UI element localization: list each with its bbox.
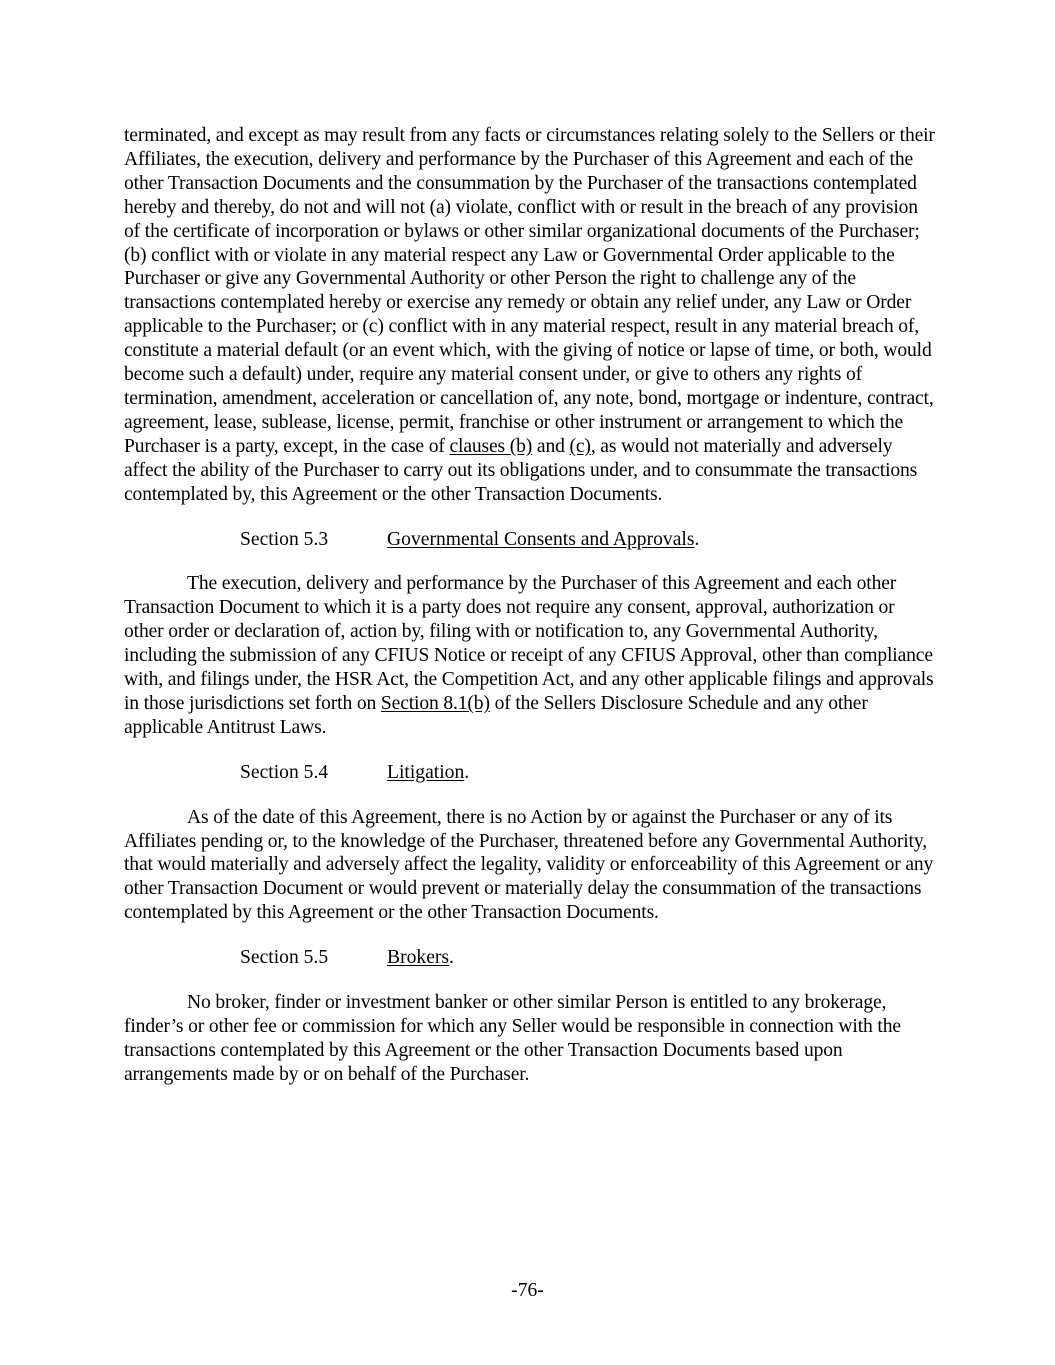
paragraph-text: terminated, and except as may result from any facts or circumstances relating solely to the Sellers or their Affiliates, the execution, delivery and performance by the Purchaser of this Agreement and each of the other Transaction Documents and the consummation by the Purchaser of the transactions contemplated hereby and thereby, do not and will not (a) violate, conflict with or result in the breach of any provision of the certificate of incorporation or bylaws or other similar organizational documents of the Purchaser; (b) conflict with or violate in any material respect any Law or Governmental Order applicable to the Purchaser or give any Governmental Authority or other Person the right to challenge any of the transactions contemplated hereby or exercise any remedy or obtain any relief under, any Law or Order applicable to the Purchaser; or (c) conflict with in any material respect, result in any material breach of, constitute a material default (or an event which, with the giving of notice or lapse of time, or both, would become such a default) under, require any material consent under, or give to others any rights of termination, amendment, acceleration or cancellation of, any note, bond, mortgage or indenture, contract, agreement, lease, sublease, license, permit, franchise or other instrument or arrangement to which the Purchaser is a party, except, in the case of <box>124 125 935 457</box>
paragraph-governmental-consents <box>124 572 936 739</box>
page-number: -76- <box>511 1280 544 1301</box>
clause-c-reference: (c) <box>569 435 591 457</box>
section-title-period: . <box>694 528 700 550</box>
paragraph-text: , as would not materially and adversely affect the ability of the Purchaser to carry out its obligations under, and to consummate the transactions contemplated by, this Agreement or the other Transaction Documents. <box>124 435 918 505</box>
section-heading-5-4 <box>124 761 936 785</box>
paragraph-purchaser-noncontravention <box>124 124 936 507</box>
section-title: Governmental Consents and Approvals <box>387 528 695 550</box>
section-number: Section 5.3 <box>240 528 329 550</box>
section-number: Section 5.5 <box>240 947 329 969</box>
section-heading-5-3 <box>124 528 936 552</box>
paragraph-text: of the Sellers Disclosure Schedule and any other applicable Antitrust Laws. <box>124 692 868 738</box>
section-8-1b-reference: Section 8.1(b) <box>380 692 490 714</box>
section-heading-5-5 <box>124 946 936 970</box>
section-title-period: . <box>449 947 454 969</box>
section-title: Brokers <box>387 947 450 969</box>
paragraph-text: The execution, delivery and performance by the Purchaser of this Agreement and each other Transaction Document to which it is a party does not require any consent, approval, authorization or other order or declaration of, action by, filing with or notification to, any Governmental Authority, including the submission of any CFIUS Notice or receipt of any CFIUS Approval, other than compliance with, and filings under, the HSR Act, the Competition Act, and any other applicable filings and approvals in those jurisdictions set forth on <box>124 573 934 714</box>
paragraph-brokers: No broker, finder or investment banker or other similar Person is entitled to any brokerage, finder’s or other fee or commission for which any Seller would be responsible in connection with the transactions contemplated by this Agreement or the other Transaction Documents based upon arrangements made by or on behalf of the Purchaser. <box>124 992 901 1085</box>
document-page <box>124 124 936 1087</box>
section-number: Section 5.4 <box>240 761 329 783</box>
paragraph-litigation: As of the date of this Agreement, there is no Action by or against the Purchaser or any of its Affiliates pending or, to the knowledge of the Purchaser, threatened before any Governmental Authority, that would materially and adversely affect the legality, validity or enforceability of this Agreement or any other Transaction Document or would prevent or materially delay the consummation of the transactions contemplated by this Agreement or the other Transaction Documents. <box>124 806 934 924</box>
section-title: Litigation <box>387 761 465 783</box>
section-title-period: . <box>464 761 470 783</box>
paragraph-text: and <box>532 435 570 457</box>
clauses-b-reference: clauses (b) <box>449 435 533 457</box>
